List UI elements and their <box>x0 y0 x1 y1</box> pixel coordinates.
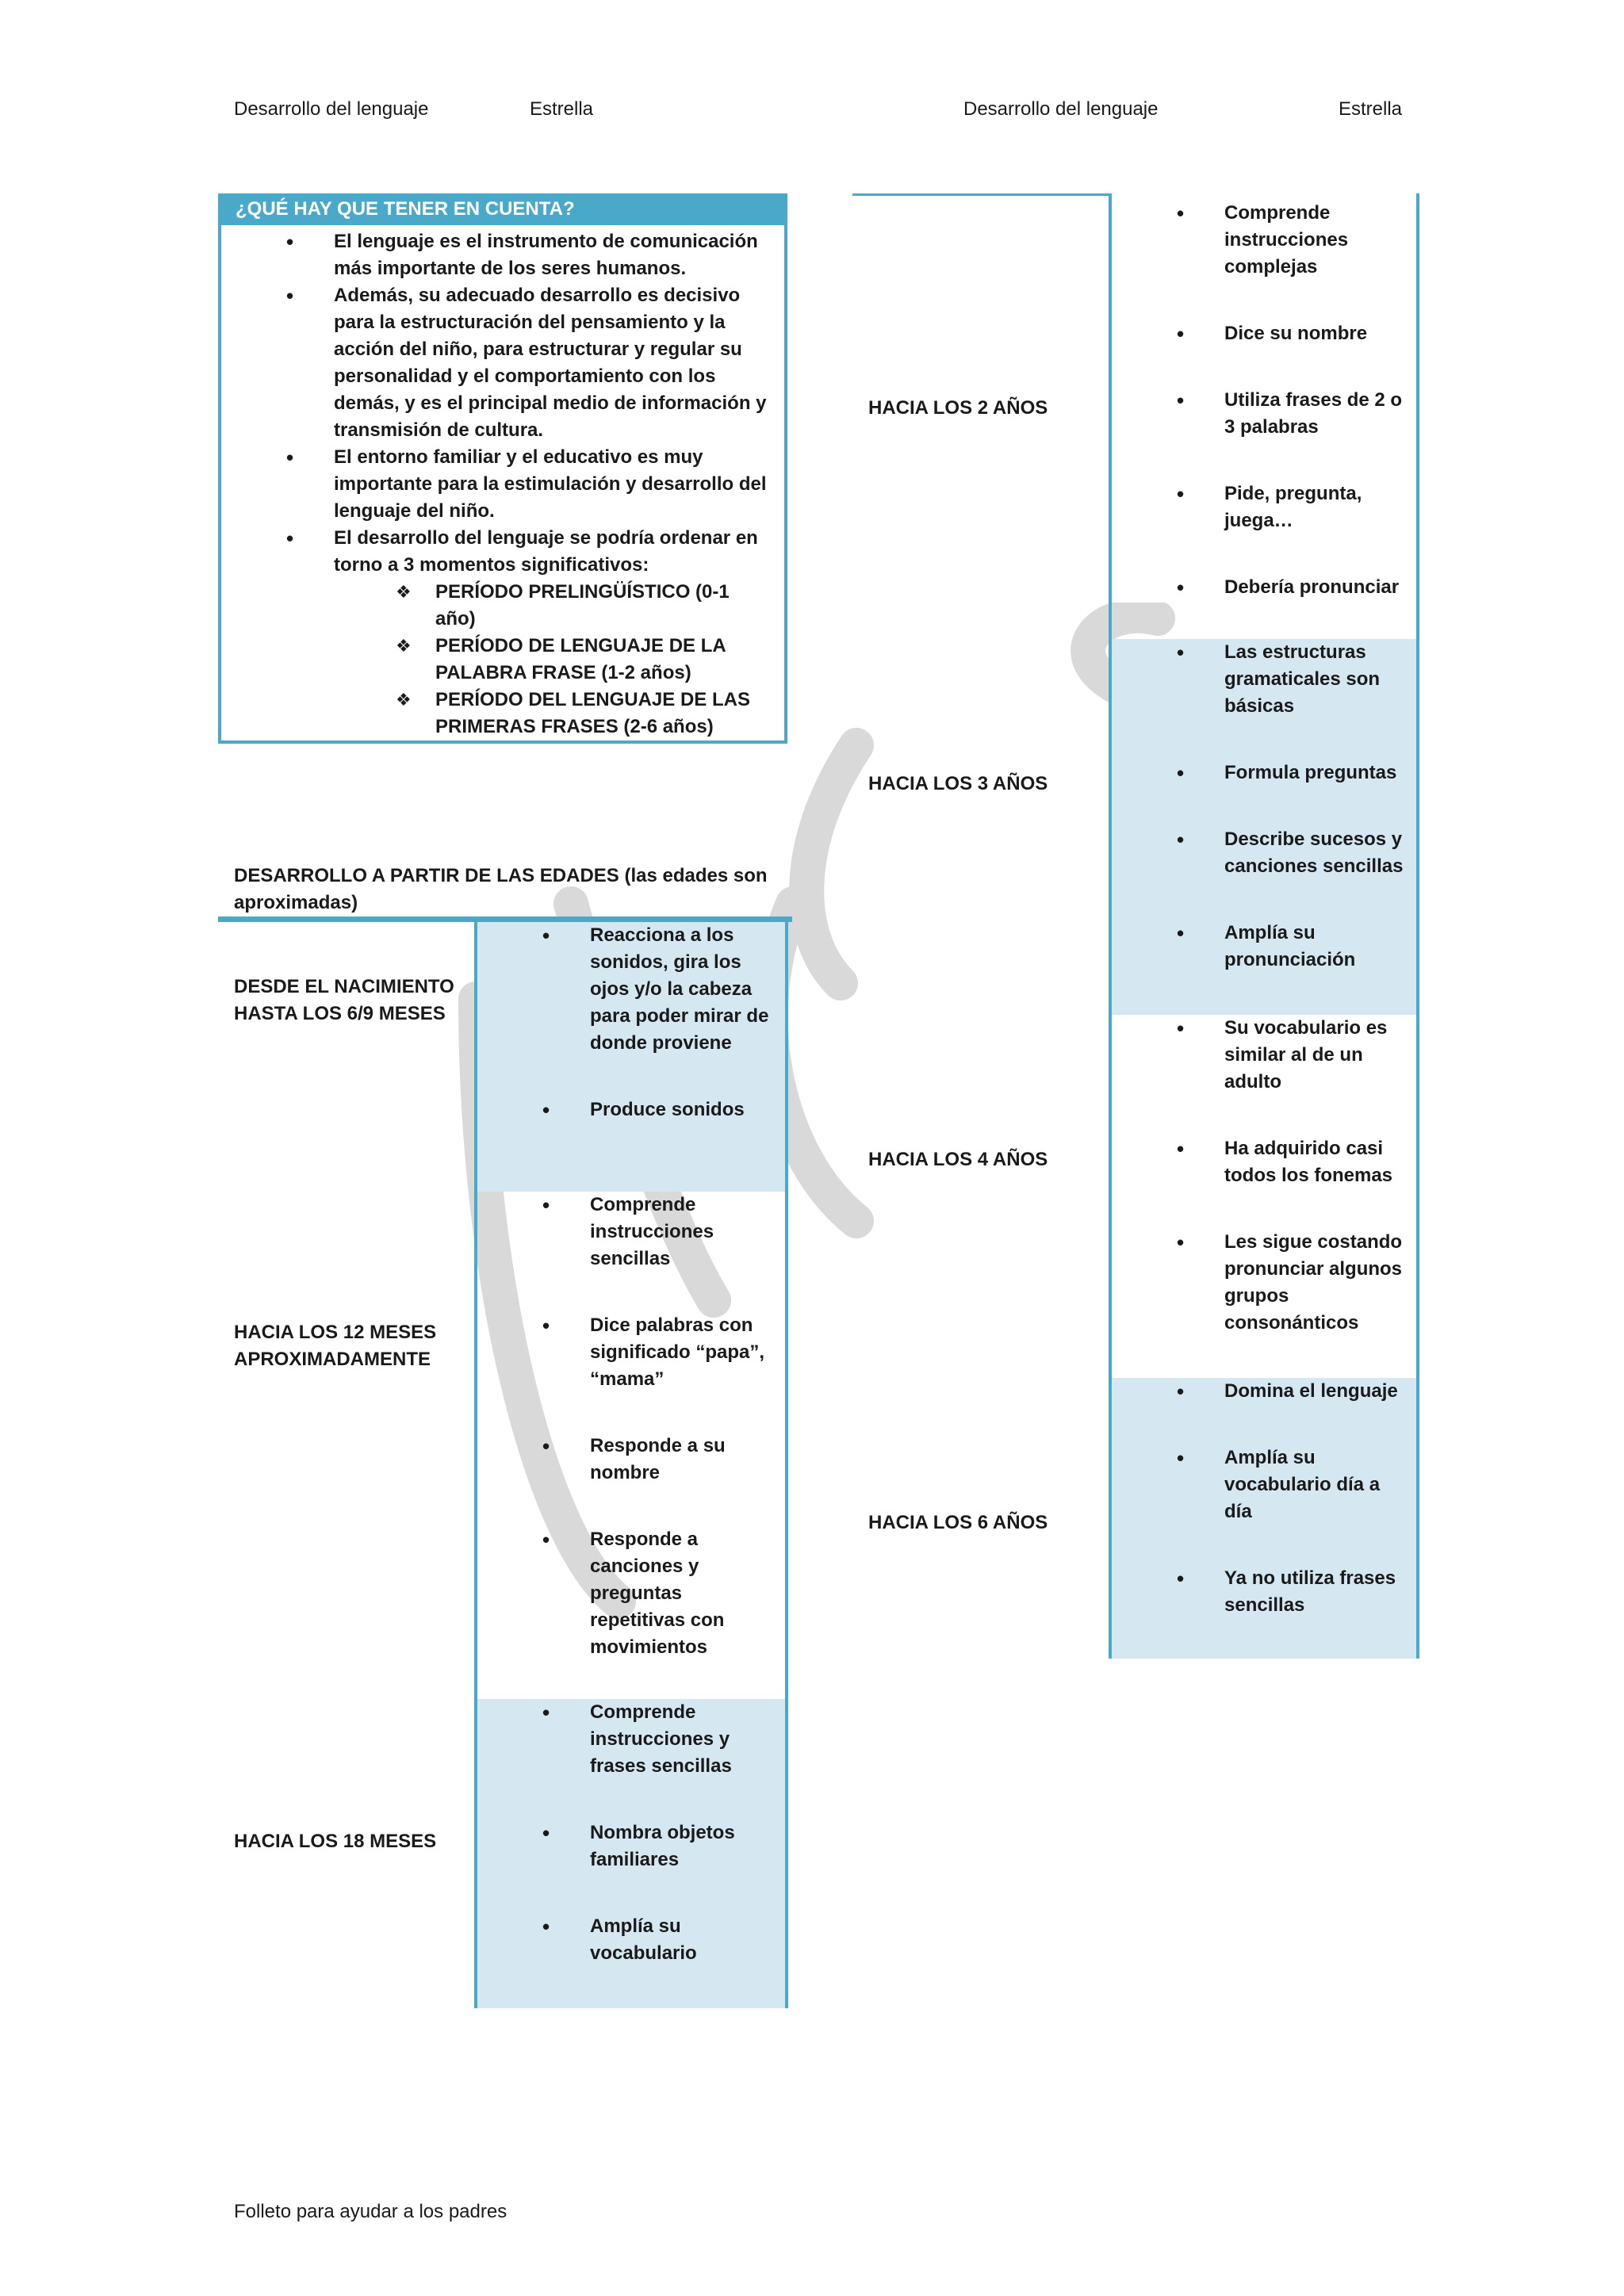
header-left-name: Estrella <box>530 98 594 120</box>
stage-band <box>1112 639 1416 1015</box>
stage-label: HACIA LOS 2 AÑOS <box>868 397 1048 419</box>
stage-item: • Dice su nombre <box>1112 320 1416 347</box>
stage-item: • Reacciona a los sonidos, gira los ojos y/o la cabeza para poder mirar de donde proviene <box>477 922 785 1057</box>
stage-item: • Describe sucesos y canciones sencillas <box>1112 826 1416 880</box>
section-divider <box>218 916 792 922</box>
stage-item: • Pide, pregunta, juega… <box>1112 480 1416 534</box>
stage-item: • Debería pronunciar <box>1112 574 1416 601</box>
stage-label: HACIA LOS 18 MESES <box>234 1831 437 1852</box>
stage-item: • Produce sonidos <box>477 1096 785 1123</box>
stage-band <box>1112 1378 1416 1659</box>
stage-label: HACIA LOS 3 AÑOS <box>868 773 1048 794</box>
stage-item: • Ha adquirido casi todos los fonemas <box>1112 1135 1416 1189</box>
period-item: ❖ PERÍODO DEL LENGUAJE DE LAS PRIMERAS FRASES (2-6 años) <box>334 687 772 740</box>
stage-label: DESDE EL NACIMIENTO HASTA LOS 6/9 MESES <box>234 976 454 1024</box>
stage-item: • Nombra objetos familiares <box>477 1820 785 1873</box>
stages-table-left <box>474 922 788 2008</box>
stage-item: • Amplía su vocabulario <box>477 1913 785 1967</box>
period-item: ❖ PERÍODO DE LENGUAJE DE LA PALABRA FRASE (1-2 años) <box>334 633 772 687</box>
stage-band <box>477 1192 785 1699</box>
stage-item: • Las estructuras gramaticales son básicas <box>1112 639 1416 720</box>
stage-item: • Su vocabulario es similar al de un adulto <box>1112 1015 1416 1096</box>
stage-item: • Comprende instrucciones y frases sencillas <box>477 1699 785 1780</box>
info-item: • El lenguaje es el instrumento de comunicación más importante de los seres humanos. <box>221 228 772 282</box>
stage-label: HACIA LOS 6 AÑOS <box>868 1512 1048 1533</box>
stage-item: • Amplía su vocabulario día a día <box>1112 1445 1416 1525</box>
stage-band <box>477 1699 785 2008</box>
stage-item: • Responde a su nombre <box>477 1433 785 1487</box>
stage-item: • Amplía su pronunciación <box>1112 920 1416 974</box>
header-left-title: Desarrollo del lenguaje <box>234 98 429 120</box>
stage-band <box>1112 193 1416 639</box>
header-right-name: Estrella <box>1339 98 1403 120</box>
stage-band <box>1112 1015 1416 1378</box>
stage-item: • Comprende instrucciones sencillas <box>477 1192 785 1272</box>
info-box-title: ¿QUÉ HAY QUE TENER EN CUENTA? <box>221 193 784 225</box>
info-box <box>218 193 787 744</box>
info-item: • El entorno familiar y el educativo es muy importante para la estimulación y desarrollo del lenguaje del niño. <box>221 444 772 525</box>
stage-item: • Les sigue costando pronunciar algunos grupos consonánticos <box>1112 1229 1416 1337</box>
footer-text: Folleto para ayudar a los padres <box>234 2201 508 2222</box>
stage-item: • Dice palabras con significado “papa”, “mama” <box>477 1312 785 1393</box>
table-top-rule <box>852 193 1110 196</box>
stages-table-right <box>1109 193 1419 1659</box>
stage-item: • Responde a canciones y preguntas repetitivas con movimientos <box>477 1526 785 1661</box>
period-list <box>334 579 772 740</box>
stage-item: • Domina el lenguaje <box>1112 1378 1416 1405</box>
stage-item: • Formula preguntas <box>1112 760 1416 786</box>
info-item: • Además, su adecuado desarrollo es decisivo para la estructuración del pensamiento y la acción del niño, para estructurar y regular su personalidad y el comportamiento con los demás, y es el principal medio de información y transmisión de cultura. <box>221 282 772 444</box>
info-list <box>221 225 784 740</box>
info-item <box>221 525 772 740</box>
period-item: ❖ PERÍODO PRELINGÜÍSTICO (0-1 año) <box>334 579 772 633</box>
header-right-title: Desarrollo del lenguaje <box>963 98 1159 120</box>
stage-item: • Utiliza frases de 2 o 3 palabras <box>1112 387 1416 441</box>
stage-label: HACIA LOS 12 MESES APROXIMADAMENTE <box>234 1322 437 1370</box>
stage-item: • Ya no utiliza frases sencillas <box>1112 1565 1416 1619</box>
stage-item: • Comprende instrucciones complejas <box>1112 200 1416 281</box>
section-title: DESARROLLO A PARTIR DE LAS EDADES (las edades son aproximadas) <box>234 865 768 913</box>
info-item-text: El desarrollo del lenguaje se podría ordenar en torno a 3 momentos significativos: <box>334 527 758 576</box>
stage-label: HACIA LOS 4 AÑOS <box>868 1149 1048 1170</box>
stage-band <box>477 922 785 1192</box>
